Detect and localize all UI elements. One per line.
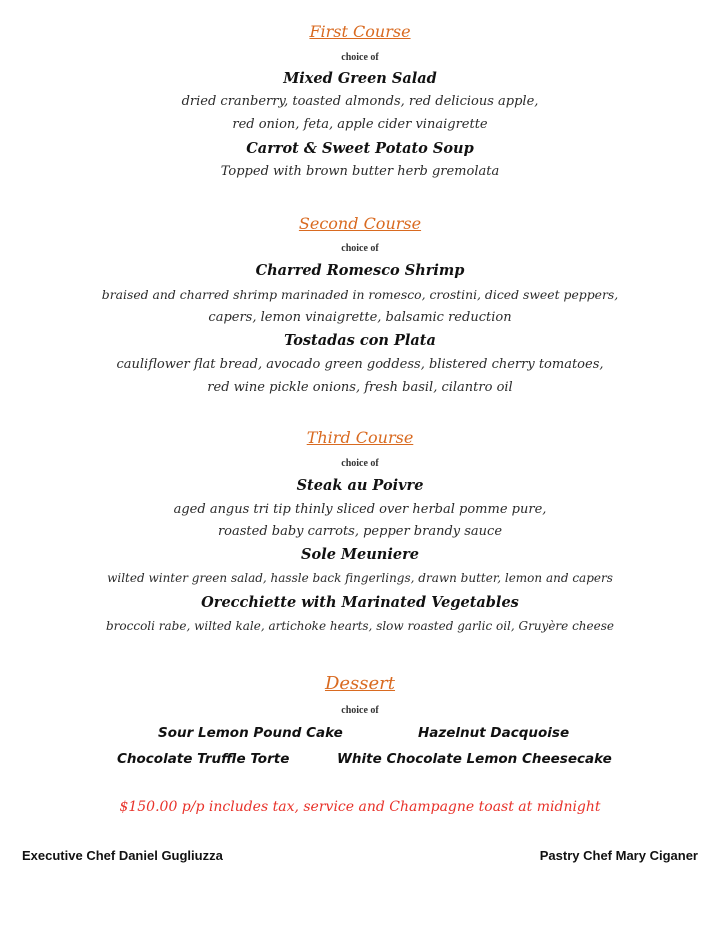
third-course-title: Third Course — [306, 428, 414, 447]
third-course-choice: choice of — [341, 458, 379, 469]
dessert-item: Chocolate Truffle Torte — [117, 751, 290, 767]
dish-description: braised and charred shrimp marinaded in romesco, crostini, diced sweet peppers, — [101, 287, 619, 302]
dish-description: dried cranberry, toasted almonds, red delicious apple, — [181, 94, 539, 109]
dish-description: cauliflower flat bread, avocado green goddess, blistered cherry tomatoes, — [116, 357, 604, 372]
dish-description: aged angus tri tip thinly sliced over herbal pomme pure, — [173, 502, 547, 517]
dessert-item: Sour Lemon Pound Cake — [158, 725, 343, 741]
dessert-item: Hazelnut Dacquoise — [418, 725, 570, 741]
dish-name: Charred Romesco Shrimp — [255, 262, 465, 279]
dish-name: Orecchiette with Marinated Vegetables — [201, 594, 519, 611]
first-course-title: First Course — [309, 22, 411, 41]
dish-name: Steak au Poivre — [296, 477, 424, 494]
second-course-choice: choice of — [341, 243, 379, 254]
pastry-chef: Pastry Chef Mary Ciganer — [539, 848, 698, 863]
dessert-title: Dessert — [324, 673, 396, 694]
dish-name: Mixed Green Salad — [283, 70, 437, 87]
dish-description: broccoli rabe, wilted kale, artichoke hearts, slow roasted garlic oil, Gruyère cheese — [105, 619, 614, 633]
dish-name: Sole Meuniere — [301, 546, 419, 563]
executive-chef: Executive Chef Daniel Gugliuzza — [22, 848, 223, 863]
dish-description: red wine pickle onions, fresh basil, cilantro oil — [207, 380, 513, 395]
dessert-item: White Chocolate Lemon Cheesecake — [337, 751, 612, 767]
dish-description: capers, lemon vinaigrette, balsamic reduction — [208, 310, 512, 325]
dish-description: Topped with brown butter herb gremolata — [220, 164, 500, 179]
dish-name: Tostadas con Plata — [284, 332, 436, 349]
second-course-title: Second Course — [298, 214, 422, 233]
dish-description: roasted baby carrots, pepper brandy sauce — [217, 524, 503, 539]
first-course-choice: choice of — [341, 52, 379, 63]
price-note: $150.00 p/p includes tax, service and Champagne toast at midnight — [119, 799, 601, 815]
dessert-choice: choice of — [341, 705, 379, 716]
dish-description: wilted winter green salad, hassle back fingerlings, drawn butter, lemon and capers — [107, 571, 613, 585]
dish-name: Carrot & Sweet Potato Soup — [246, 140, 474, 157]
dish-description: red onion, feta, apple cider vinaigrette — [232, 117, 488, 132]
